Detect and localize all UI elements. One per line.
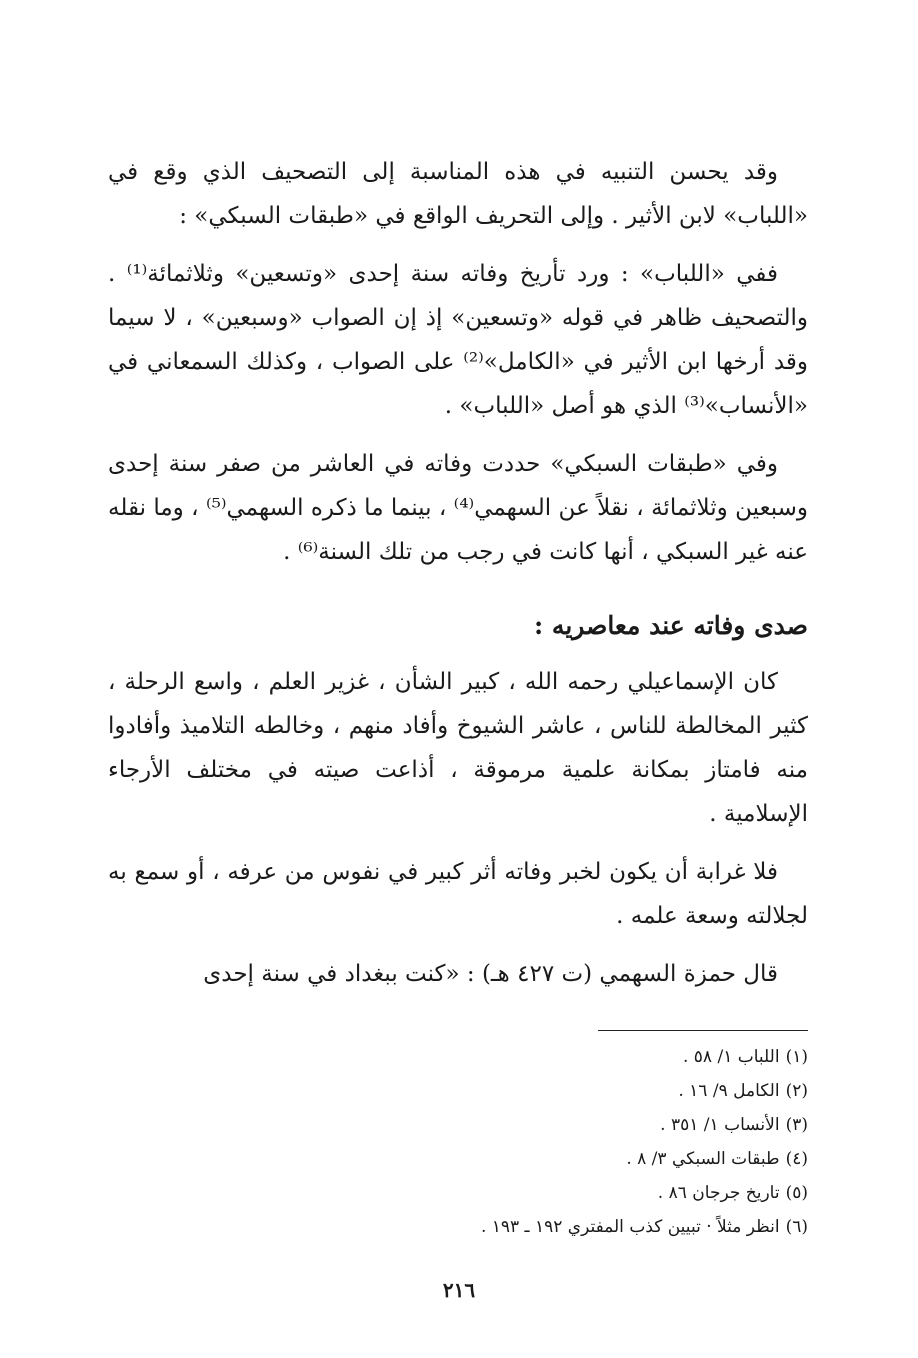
footnote bbox=[108, 1040, 808, 1074]
footnote-divider bbox=[598, 1030, 808, 1031]
footnote-number: (٥) bbox=[785, 1183, 808, 1203]
paragraph: وقد يحسن التنبيه في هذه المناسبة إلى التصحيف الذي وقع في «اللباب» لابن الأثير . وإلى التحريف الواقع في «طبقات السبكي» : bbox=[108, 159, 808, 229]
footnote-number: (٤) bbox=[785, 1149, 808, 1169]
footnote bbox=[108, 1074, 808, 1108]
footnote-number: (٦) bbox=[785, 1217, 808, 1237]
footnote-text: انظر مثلاً · تبيين كذب المفتري ١٩٢ ـ ١٩٣ . bbox=[480, 1217, 780, 1237]
footnote-number: (١) bbox=[785, 1047, 808, 1067]
page-number: ٢١٦ bbox=[442, 1278, 476, 1302]
page-body bbox=[108, 150, 808, 1010]
footnote bbox=[108, 1176, 808, 1210]
paragraph: قال حمزة السهمي (ت ٤٢٧ هـ) : «كنت ببغداد في سنة إحدى bbox=[203, 961, 778, 987]
footnotes bbox=[108, 1040, 808, 1244]
footnote-number: (٣) bbox=[785, 1115, 808, 1135]
footnote-text: اللباب ١/ ٥٨ . bbox=[682, 1047, 780, 1067]
footnote-text: تاريخ جرجان ٨٦ . bbox=[657, 1183, 780, 1203]
section-heading: صدى وفاته عند معاصريه : bbox=[534, 611, 808, 640]
paragraph: فلا غرابة أن يكون لخبر وفاته أثر كبير في نفوس من عرفه ، أو سمع به لجلالته وسعة علمه . bbox=[108, 859, 808, 929]
paragraph: ففي «اللباب» : ورد تأريخ وفاته سنة إحدى «وتسعين» وثلاثمائة⁽¹⁾ . والتصحيف ظاهر في قوله «وتسعين» إذ إن الصواب «وسبعين» ، لا سيما وقد أرخها ابن الأثير في «الكامل»⁽²⁾ على الصواب ، وكذلك السمعاني في «الأنساب»⁽³⁾ الذي هو أصل «اللباب» . bbox=[108, 261, 808, 419]
paragraph: كان الإسماعيلي رحمه الله ، كبير الشأن ، غزير العلم ، واسع الرحلة ، كثير المخالطة للناس ، عاشر الشيوخ وأفاد منهم ، وخالطه التلاميذ وأفادوا منه فامتاز بمكانة علمية مرموقة ، أذاعت صيته في مختلف الأرجاء الإسلامية . bbox=[108, 669, 808, 827]
footnote bbox=[108, 1142, 808, 1176]
paragraph: وفي «طبقات السبكي» حددت وفاته في العاشر من صفر سنة إحدى وسبعين وثلاثمائة ، نقلاً عن السهمي⁽⁴⁾ ، بينما ما ذكره السهمي⁽⁵⁾ ، وما نقله عنه غير السبكي ، أنها كانت في رجب من تلك السنة⁽⁶⁾ . bbox=[108, 451, 809, 565]
footnote-text: طبقات السبكي ٣/ ٨ . bbox=[626, 1149, 780, 1169]
footnote-text: الأنساب ١/ ٣٥١ . bbox=[660, 1115, 780, 1135]
footnote-text: الكامل ٩/ ١٦ . bbox=[678, 1081, 780, 1101]
footnote bbox=[108, 1210, 808, 1244]
footnote bbox=[108, 1108, 808, 1142]
footnote-number: (٢) bbox=[785, 1081, 808, 1101]
